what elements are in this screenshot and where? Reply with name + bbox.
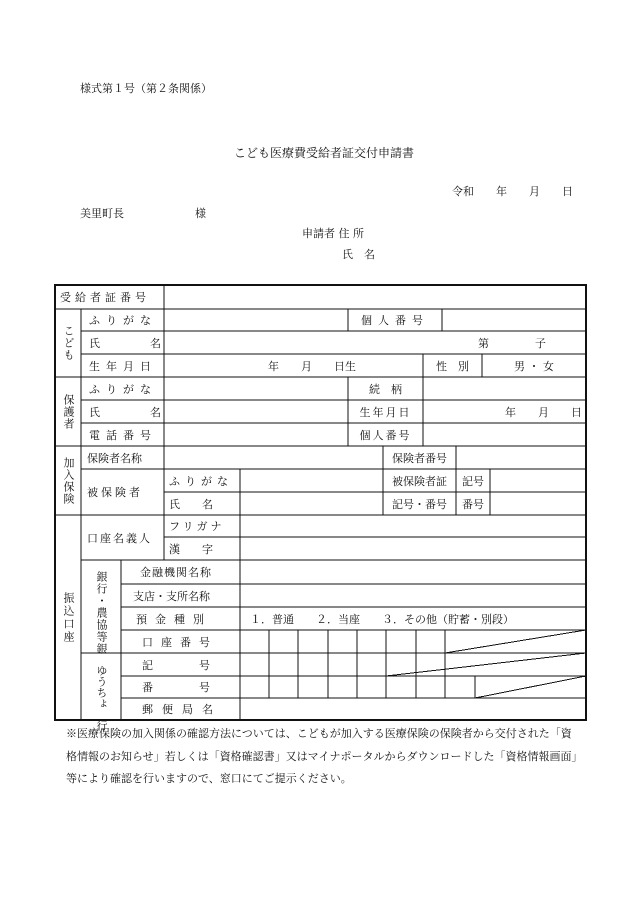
child-section-label: こども	[62, 325, 75, 361]
child-gender-label: 性 別	[436, 359, 469, 373]
footnote-line-1: ※医療保険の加入関係の確認方法については、こどもが加入する医療保険の保険者から交付された「資	[66, 727, 572, 740]
child-gender-options: 男 ・ 女	[514, 359, 554, 373]
holder-furigana-label: フリガナ	[169, 520, 225, 533]
insurer-number-label: 保険者番号	[392, 451, 447, 465]
child-order-dai: 第	[478, 336, 489, 350]
applicant-name-label: 氏 名	[342, 248, 375, 261]
post-office-label: 郵便局名	[142, 703, 222, 716]
insurance-section-label: 加入保険	[62, 456, 75, 505]
deposit-options: １．普通 ２．当座 ３．その他（貯蓄・別段）	[250, 612, 514, 626]
child-furigana-label: ふりがな	[89, 314, 157, 327]
child-order-ko: 子	[535, 336, 546, 350]
honorific: 様	[195, 207, 206, 220]
child-name-label: 氏名	[89, 336, 211, 350]
guardian-relationship-label: 続 柄	[369, 382, 402, 396]
form-number: 様式第１号（第２条関係）	[80, 82, 212, 95]
yucho-number-label: 番号	[142, 681, 256, 694]
guardian-name-label: 氏名	[89, 405, 211, 419]
date-line: 令和 年 月 日	[452, 185, 573, 198]
guardian-section-label: 保護者	[62, 393, 75, 430]
page-title: こども医療費受給者証交付申請書	[234, 146, 415, 160]
guardian-birth-ymd: 年 月 日	[505, 405, 582, 419]
guardian-individual-number-label: 個人番号	[359, 428, 412, 442]
yucho-label: 銀 ゆうちょ 行	[95, 642, 108, 731]
holder-kanji-label: 漢 字	[169, 542, 213, 556]
account-section-label: 振込口座	[62, 591, 75, 644]
child-birth-ymd: 年 月 日生	[268, 359, 356, 373]
guardian-phone-label: 電話番号	[89, 428, 157, 442]
applicant-address-label: 申請者 住 所	[302, 227, 364, 240]
insured-furigana-label: ふりがな	[169, 474, 233, 488]
insurance-card-label: 被保険者証	[392, 474, 447, 488]
footnote-line-2: 格情報のお知らせ」若しくは「資格確認書」又はマイナポータルからダウンロードした「資格情報画面」	[66, 750, 583, 763]
insurer-name-label: 保険者名称	[87, 451, 142, 465]
account-holder-label: 口座名義人	[87, 531, 152, 545]
insurance-symbol-label: 記号	[462, 474, 484, 488]
branch-name-label: 支店・支所名称	[133, 589, 210, 603]
insured-label: 被保険者	[87, 486, 143, 499]
bank-group-label: 銀行・農協等	[95, 570, 108, 643]
recipient-number-label: 受給者証番号	[60, 291, 150, 304]
child-birthdate-label: 生年月日	[89, 359, 157, 373]
insurance-symbol-number-label: 記号・番号	[392, 497, 447, 511]
yucho-symbol-label: 記号	[142, 658, 256, 672]
deposit-type-label: 預金種別	[136, 612, 212, 626]
bank-name-label: 金融機関名称	[140, 566, 212, 579]
guardian-birthdate-label: 生年月日	[359, 405, 412, 419]
insured-name-label: 氏 名	[169, 497, 213, 511]
insurance-number-label: 番号	[462, 497, 484, 511]
guardian-furigana-label: ふりがな	[89, 382, 157, 396]
account-number-label: 口座番号	[142, 635, 218, 649]
child-individual-number-label: 個人番号	[361, 314, 429, 327]
addressee: 美里町長	[80, 207, 124, 220]
footnote-line-3: 等により確認を行いますので、窓口にてご提示ください。	[66, 772, 352, 785]
